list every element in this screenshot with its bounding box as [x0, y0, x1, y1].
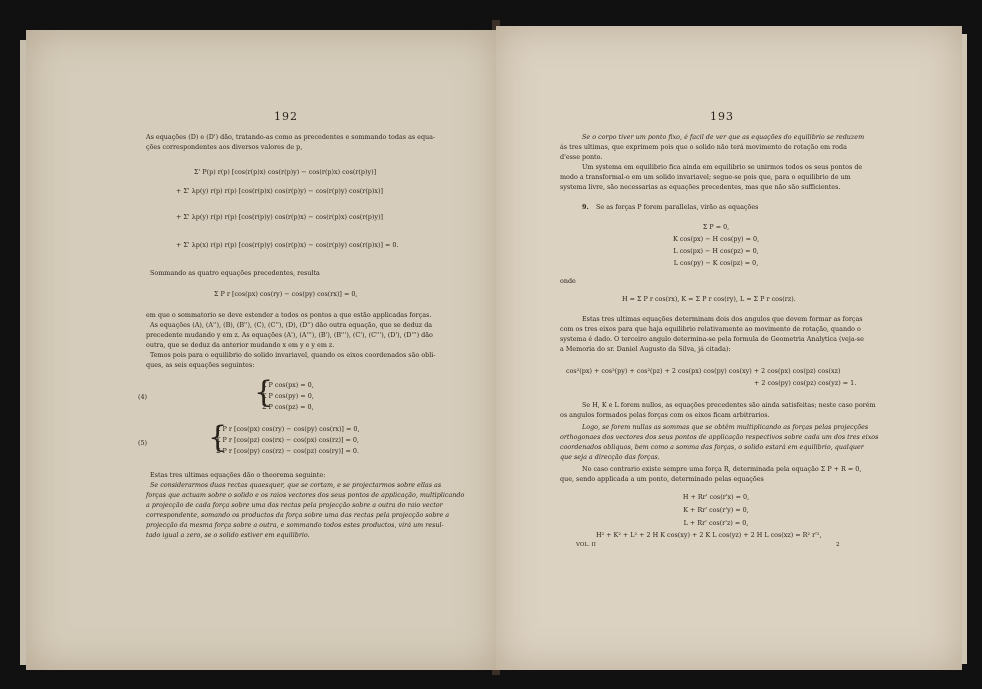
right-para-1-line-1-text: Se o corpo tiver um ponto fixo, é facil de ver que as equações do equilibrio se reduzem: [582, 133, 865, 141]
eqs-4-line-3: Σ P cos(pz) = 0,: [262, 403, 314, 411]
eq-long-line-1: cos²(px) + cos²(py) + cos²(pz) + 2 cos(px) cos(py) cos(xy) + 2 cos(px) cos(pz) cos(xz): [566, 367, 841, 375]
right-para-5-line-1-text: Logo, se forem nullas as sommas que se obtêm multiplicando as forças pelas projecções: [582, 423, 869, 431]
left-para-2-line-1: Temos pois para o equilibrio do solido invariavel, quando os eixos coordenados são obli-: [150, 351, 436, 359]
eq-label-5: (5): [138, 439, 148, 447]
theorem-line-2-text: forças que actuam sobre o solido e os raios vectores dos seus pontos de applicação, multiplicando: [146, 491, 465, 499]
right-page-number: 193: [710, 110, 734, 123]
theorem-line-5-text: projecção da mesma força sobre a outra, e sommando todos estes productos, virá um resul-: [146, 521, 444, 529]
section-9-number: 9.: [582, 203, 589, 211]
left-intro-line-2: ções correspondentes aos diversos valores de p,: [146, 143, 303, 151]
eq-hkl: H = Σ P r cos(rx), K = Σ P r cos(ry), L = Σ P r cos(rz).: [622, 295, 796, 303]
right-para-5-line-2: [560, 432, 878, 443]
right-para-5-line-1: [582, 422, 868, 433]
left-para-2-line-2: ques, as seis equações seguintes:: [146, 361, 255, 369]
theorem-line-4: [146, 510, 449, 521]
theorem-line-3-text: a projecção de cada força sobre uma das rectas pela projecção sobre a outra do raio vector: [146, 501, 443, 509]
eq-parallel-4: L cos(py) − K cos(pz) = 0,: [673, 259, 759, 267]
eq-block-1-line-3: + Σ' λp(y) r(p) r(p) [cos(r(p)y) cos(r(p)x) − cos(r(p)x) cos(r(p)y)]: [176, 213, 383, 221]
right-para-2-line-3: systema livre, são necessarias as equações precedentes, mas que não são sufficientes.: [560, 183, 841, 191]
onde-text: onde: [560, 277, 576, 285]
left-intro-line-1: As equações (D) e (D') dão, tratando-as como as precedentes e sommando todas as equa-: [146, 133, 436, 141]
eqs-4-line-2: Σ P cos(py) = 0,: [262, 392, 314, 400]
eq-block-1-line-2: + Σ' λp(y) r(p) r(p) [cos(r(p)x) cos(r(p)y) − cos(r(p)y) cos(r(p)x)]: [176, 187, 383, 195]
right-para-3-line-1: Estas tres ultimas equações determinam dois dos angulos que devem formar as forças: [582, 315, 863, 323]
eq-final: H² + K² + L² + 2 H K cos(xy) + 2 K L cos(yz) + 2 H L cos(xz) = R² r'²,: [596, 531, 822, 539]
theorem-line-1: [150, 480, 441, 491]
right-para-1-line-2: ás tres ultimas, que exprimem pois que o solido não terá movimento de rotação em roda: [560, 143, 847, 151]
left-para-1-line-3: precedente mudando y em z. As equações (A'), (A'''), (B'), (B'''), (C'), (C'''), (D'), (D''') dão: [146, 331, 433, 339]
left-page-number: 192: [274, 110, 298, 123]
eqs-5-line-1: Σ P r [cos(px) cos(ry) − cos(py) cos(rx)] = 0,: [216, 425, 360, 433]
right-para-5-line-4-text: que seja a direcção das forças.: [560, 453, 660, 461]
theorem-line-3: [146, 500, 443, 511]
left-para-1-line-4: outra, que se deduz da anterior mudando x em y e y em z.: [146, 341, 335, 349]
right-page: [496, 26, 962, 670]
right-para-4-line-1: Se H, K e L forem nullos, as equações precedentes são ainda satisfeitas; neste caso porém: [582, 401, 876, 409]
eqs-4-line-1: Σ P cos(px) = 0,: [262, 381, 314, 389]
right-para-3-line-3: systema é dado. O terceiro angulo determina-se pela formula de Geometria Analytica (veja-se: [560, 335, 864, 343]
theorem-line-1-text: Se considerarmos duas rectas quaesquer, que se cortam, e se projectarmos sobre ellas as: [150, 481, 442, 489]
right-para-3-line-2: com os tres eixos para que haja equilibrio relativamente ao movimento de rotação, quando o: [560, 325, 861, 333]
eq-label-4: (4): [138, 393, 148, 401]
right-para-2-line-2: modo a transformal-o em um solido invariavel; segue-se pois que, para o equilibrio de um: [560, 173, 851, 181]
right-para-1-line-3: d'esse ponto.: [560, 153, 603, 161]
footer-signature: 2: [836, 542, 840, 548]
right-para-6-line-1: No caso contrario existe sempre uma força R, determinada pela equação Σ P + R = 0,: [582, 465, 862, 473]
right-para-1-line-1: [582, 132, 864, 143]
right-para-6-line-2: que, sendo applicada a um ponto, determinado pelas equações: [560, 475, 764, 483]
right-para-2-line-1: Um systema em equilibrio fica ainda em equilibrio se unirmos todos os seus pontos de: [582, 163, 863, 171]
eqs-4-brace: {: [254, 375, 274, 410]
theorem-line-5: [146, 520, 444, 531]
right-para-3-line-4: a Memoria do sr. Daniel Augusto da Silva, já citada):: [560, 345, 731, 353]
right-para-5-line-2-text: orthogonaes dos vectores dos seus pontos de applicação respectivos sobre cada um dos tres eixos: [560, 433, 879, 441]
eqs-5-line-3: Σ P r [cos(py) cos(rz) − cos(pz) cos(ry)] = 0.: [216, 447, 359, 455]
theorem-intro: Estas tres ultimas equações dão o theorema seguinte:: [150, 471, 326, 479]
theorem-line-2: [146, 490, 464, 501]
eq-r-3: L + Rr' cos(r'z) = 0,: [683, 519, 749, 527]
right-para-5-line-3: [560, 442, 864, 453]
left-summing-text: Sommando as quatro equações precedentes, resulta: [150, 269, 320, 277]
right-para-4-line-2: os angulos formados pelas forças com os eixos ficam arbitrarios.: [560, 411, 770, 419]
eqs-5-brace: {: [208, 420, 228, 455]
eq-parallel-2: K cos(px) − H cos(py) = 0,: [672, 235, 760, 243]
eq-long-line-2: + 2 cos(py) cos(pz) cos(yz) = 1.: [754, 379, 857, 387]
eq-parallel-3: L cos(px) − H cos(pz) = 0,: [673, 247, 759, 255]
eq-block-1-line-1: Σ' P(p) r(p) [cos(r(p)x) cos(r(p)y) − cos(r(p)x) cos(r(p)y)]: [194, 168, 377, 176]
theorem-line-6: [146, 530, 310, 541]
left-para-1-line-1: em que o sommatorio se deve estender a todos os pontos a que estão applicadas forças.: [146, 311, 432, 319]
section-9-text: Se as forças P forem parallelas, virão as equações: [596, 203, 759, 211]
eq-parallel-1: Σ P = 0,: [702, 223, 730, 231]
eqs-5-line-2: Σ P r [cos(pz) cos(rx) − cos(px) cos(rz)] = 0,: [216, 436, 359, 444]
eq-block-1-line-4: + Σ' λp(x) r(p) r(p) [cos(r(p)y) cos(r(p)x) − cos(r(p)y) cos(r(p)x)] = 0.: [176, 241, 399, 249]
footer-volume: VOL. II: [576, 542, 596, 548]
eq-r-1: H + Rr' cos(r'x) = 0,: [682, 493, 750, 501]
eq-sum: Σ P r [cos(px) cos(ry) − cos(py) cos(rx)] = 0,: [214, 290, 358, 298]
theorem-line-4-text: correspondente, somando os productos da força sobre uma das rectas pela projecção sobre a: [146, 511, 450, 519]
theorem-line-6-text: tado igual a zero, se o solido estiver em equilibrio.: [146, 531, 310, 539]
left-page: [26, 30, 498, 670]
eq-r-2: K + Rr' cos(r'y) = 0,: [683, 506, 749, 514]
right-para-5-line-3-text: coordenados obliquos, bem como a somma das forças, o solido estará em equilibrio, qualquer: [560, 443, 864, 451]
right-para-5-line-4: [560, 452, 660, 463]
left-para-1-line-2: As equações (A), (A''), (B), (B''), (C), (C''), (D), (D'') dão outra equação, que se deduz da: [150, 321, 433, 329]
